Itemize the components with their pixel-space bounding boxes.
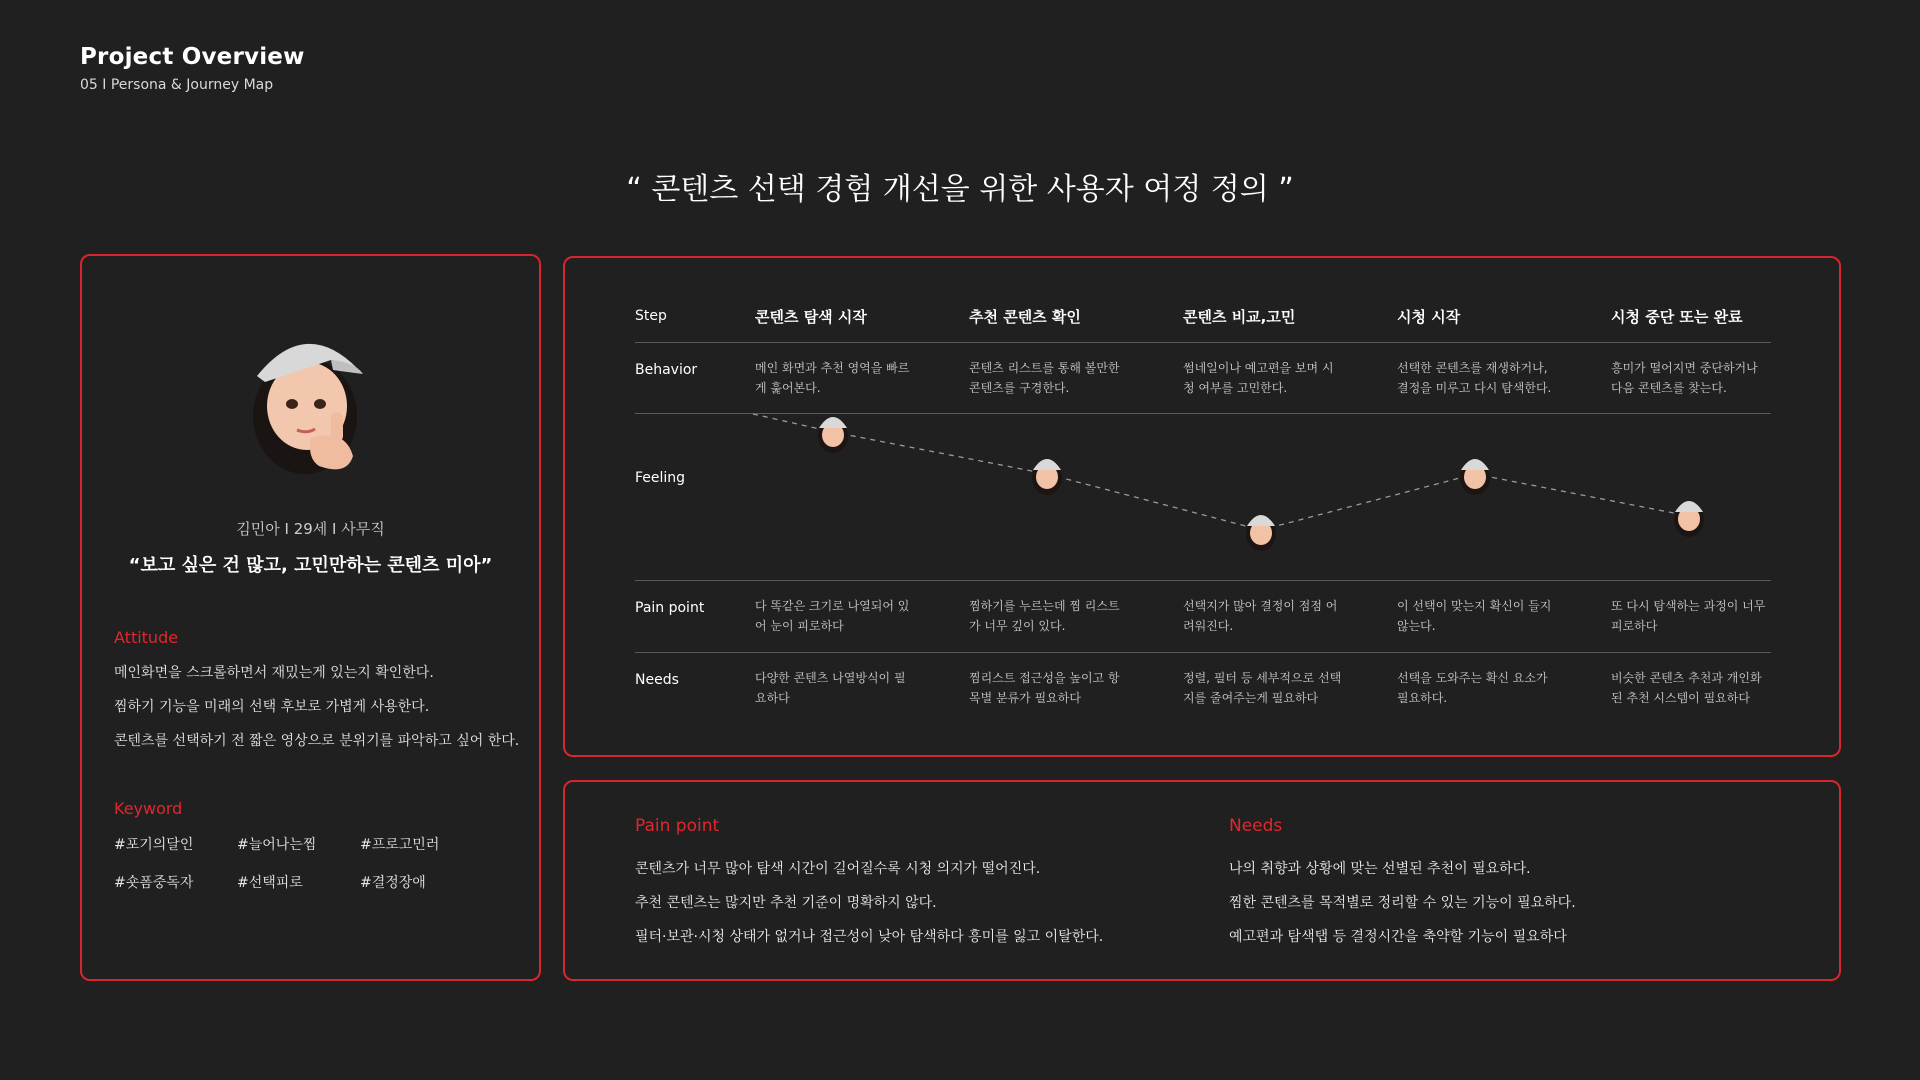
step-title: 콘텐츠 비교,고민: [1183, 308, 1296, 326]
row-label-feeling: Feeling: [635, 470, 686, 486]
persona-info: 김민아 I 29세 I 사무직: [236, 520, 385, 538]
needs-cell: 정렬, 필터 등 세부적으로 선택지를 줄여주는게 필요하다: [1183, 671, 1342, 705]
keyword-tag: #숏폼중독자: [114, 875, 194, 891]
behavior-cell: 메인 화면과 추천 영역을 빠르게 훑어본다.: [755, 361, 910, 395]
needs-cell: 다양한 콘텐츠 나열방식이 필요하다: [755, 671, 906, 705]
feeling-avatar-marker: [1246, 515, 1276, 551]
keyword-label: Keyword: [114, 799, 183, 818]
summary-pain-item: 추천 콘텐츠는 많지만 추천 기준이 명확하지 않다.: [635, 895, 937, 911]
summary-pain-label: Pain point: [635, 816, 720, 836]
pain-cell: 찜하기를 누르는데 찜 리스트가 너무 깊이 있다.: [969, 599, 1120, 633]
row-label-pain-point: Pain point: [635, 600, 705, 616]
behavior-cell: 썸네일이나 예고편을 보며 시청 여부를 고민한다.: [1183, 361, 1334, 395]
keyword-tag: #결정장애: [360, 875, 426, 891]
needs-cell: 찜리스트 접근성을 높이고 항목별 분류가 필요하다: [969, 671, 1120, 705]
step-title: 시청 시작: [1397, 308, 1461, 326]
persona-card: [80, 254, 541, 981]
feeling-avatar-marker: [1032, 459, 1062, 495]
summary-needs-label: Needs: [1229, 816, 1283, 836]
summary-needs-item: 예고편과 탐색탭 등 결정시간을 축약할 기능이 필요하다: [1229, 929, 1567, 945]
step-title: 추천 콘텐츠 확인: [969, 308, 1081, 326]
behavior-cell: 흥미가 떨어지면 중단하거나 다음 콘텐츠를 찾는다.: [1611, 361, 1758, 395]
project-subtitle: 05 I Persona & Journey Map: [80, 77, 274, 93]
attitude-item: 메인화면을 스크롤하면서 재밌는게 있는지 확인한다.: [114, 665, 434, 681]
pain-cell: 다 똑같은 크기로 나열되어 있어 눈이 피로하다: [755, 599, 910, 633]
summary-pain-item: 필터·보관·시청 상태가 없거나 접근성이 낮아 탐색하다 흥미를 잃고 이탈한다.: [635, 929, 1104, 945]
row-label-step: Step: [635, 308, 667, 324]
row-label-needs: Needs: [635, 672, 679, 688]
summary-needs-item: 찜한 콘텐츠를 목적별로 정리할 수 있는 기능이 필요하다.: [1229, 895, 1576, 911]
summary-card: [563, 780, 1841, 981]
persona-avatar: [235, 316, 385, 476]
behavior-cell: 콘텐츠 리스트를 통해 볼만한 콘텐츠를 구경한다.: [969, 361, 1120, 395]
persona-quote: “보고 싶은 건 많고, 고민만하는 콘텐츠 미아”: [128, 555, 493, 576]
keyword-tag: #선택피로: [237, 875, 303, 891]
project-title: Project Overview: [80, 44, 305, 70]
pain-cell: 선택지가 많아 결정이 점점 어려워진다.: [1183, 599, 1338, 633]
row-label-behavior: Behavior: [635, 362, 698, 378]
keyword-tag: #늘어나는찜: [237, 837, 317, 853]
summary-pain-item: 콘텐츠가 너무 많아 탐색 시간이 길어질수록 시청 의지가 떨어진다.: [635, 861, 1041, 877]
attitude-item: 찜하기 기능을 미래의 선택 후보로 가볍게 사용한다.: [114, 699, 430, 715]
feeling-avatar-marker: [1460, 459, 1490, 495]
keyword-tag: #포기의달인: [114, 837, 194, 853]
pain-cell: 또 다시 탐색하는 과정이 너무 피로하다: [1611, 599, 1766, 633]
needs-cell: 선택을 도와주는 확신 요소가 필요하다.: [1397, 671, 1548, 705]
attitude-item: 콘텐츠를 선택하기 전 짧은 영상으로 분위기를 파악하고 싶어 한다.: [114, 733, 520, 749]
attitude-label: Attitude: [114, 628, 179, 647]
step-title: 시청 중단 또는 완료: [1611, 308, 1743, 326]
summary-needs-item: 나의 취향과 상황에 맞는 선별된 추천이 필요하다.: [1229, 861, 1531, 877]
page-headline: “ 콘텐츠 선택 경험 개선을 위한 사용자 여정 정의 ”: [626, 172, 1294, 207]
feeling-line: [753, 414, 1689, 530]
journey-map: [563, 256, 1841, 757]
needs-cell: 비슷한 콘텐츠 추천과 개인화된 추천 시스템이 필요하다: [1611, 671, 1762, 705]
step-title: 콘텐츠 탐색 시작: [755, 308, 867, 326]
feeling-avatar-marker: [818, 417, 848, 453]
pain-cell: 이 선택이 맞는지 확신이 들지 않는다.: [1397, 599, 1552, 633]
feeling-avatar-marker: [1674, 501, 1704, 537]
keyword-tag: #프로고민러: [360, 837, 440, 853]
behavior-cell: 선택한 콘텐츠를 재생하거나, 결정을 미루고 다시 탐색한다.: [1397, 361, 1552, 395]
